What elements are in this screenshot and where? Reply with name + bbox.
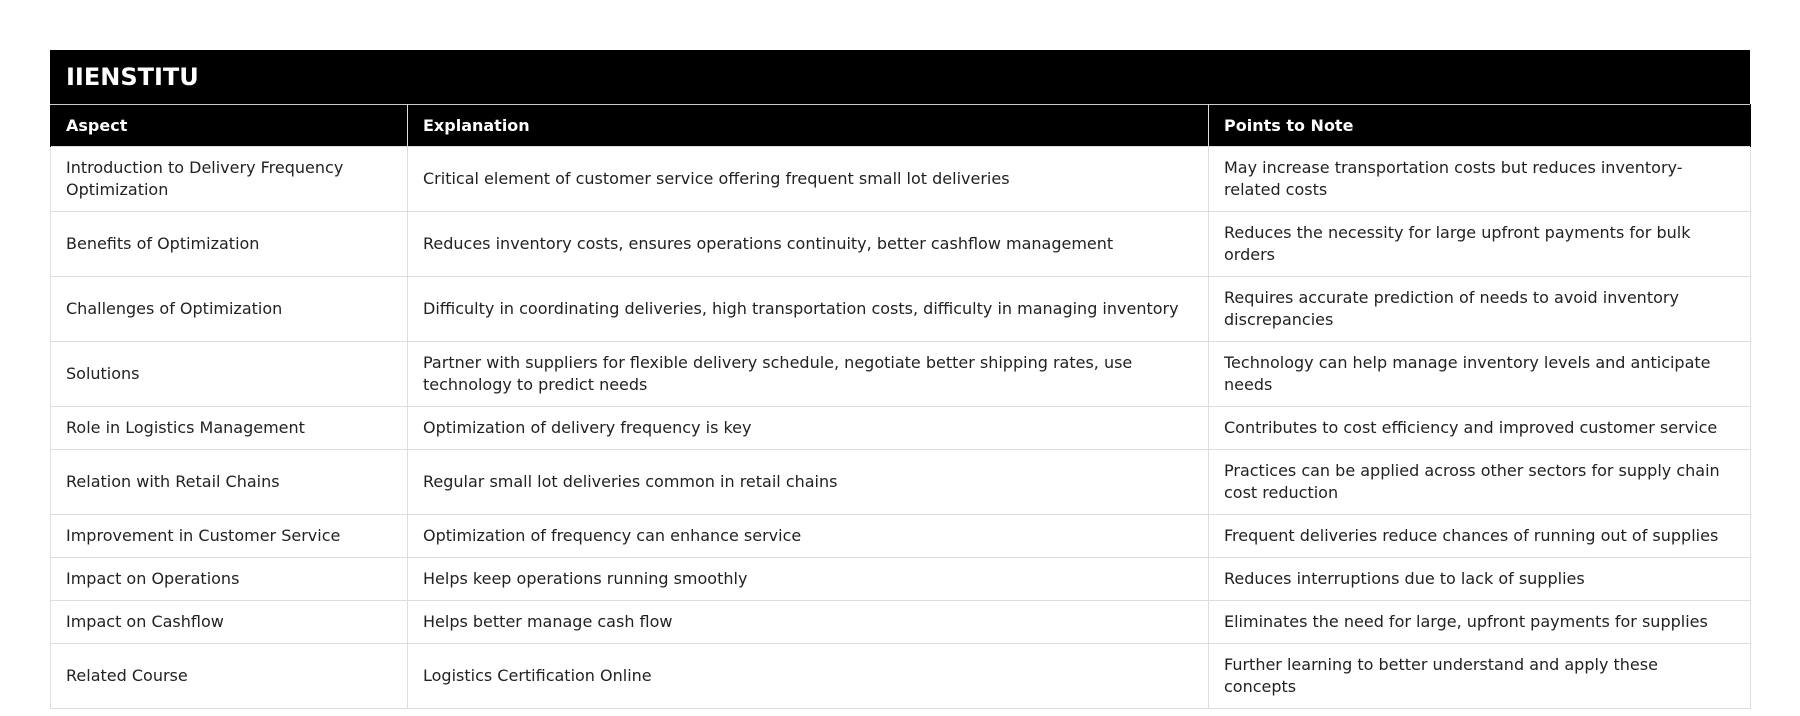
cell-points-to-note: Eliminates the need for large, upfront payments for supplies <box>1209 601 1751 644</box>
cell-points-to-note: Requires accurate prediction of needs to avoid inventory discrepancies <box>1209 277 1751 342</box>
table-row <box>51 407 1751 450</box>
table-row <box>51 558 1751 601</box>
table-row <box>51 147 1751 212</box>
cell-aspect: Related Course <box>51 644 408 709</box>
cell-explanation: Logistics Certification Online <box>408 644 1209 709</box>
cell-points-to-note: Technology can help manage inventory levels and anticipate needs <box>1209 342 1751 407</box>
cell-explanation: Optimization of frequency can enhance service <box>408 515 1209 558</box>
cell-points-to-note: May increase transportation costs but reduces inventory-related costs <box>1209 147 1751 212</box>
table-row <box>51 212 1751 277</box>
cell-points-to-note: Frequent deliveries reduce chances of running out of supplies <box>1209 515 1751 558</box>
data-table <box>50 104 1751 709</box>
cell-aspect: Benefits of Optimization <box>51 212 408 277</box>
cell-aspect: Improvement in Customer Service <box>51 515 408 558</box>
header-explanation: Explanation <box>408 105 1209 147</box>
cell-aspect: Impact on Cashflow <box>51 601 408 644</box>
cell-explanation: Helps keep operations running smoothly <box>408 558 1209 601</box>
cell-explanation: Reduces inventory costs, ensures operations continuity, better cashflow management <box>408 212 1209 277</box>
table-row <box>51 601 1751 644</box>
cell-points-to-note: Reduces interruptions due to lack of supplies <box>1209 558 1751 601</box>
cell-points-to-note: Reduces the necessity for large upfront payments for bulk orders <box>1209 212 1751 277</box>
cell-explanation: Critical element of customer service offering frequent small lot deliveries <box>408 147 1209 212</box>
header-aspect: Aspect <box>51 105 408 147</box>
cell-aspect: Impact on Operations <box>51 558 408 601</box>
table-row <box>51 644 1751 709</box>
cell-points-to-note: Further learning to better understand and apply these concepts <box>1209 644 1751 709</box>
header-points-to-note: Points to Note <box>1209 105 1751 147</box>
cell-points-to-note: Practices can be applied across other sectors for supply chain cost reduction <box>1209 450 1751 515</box>
cell-aspect: Relation with Retail Chains <box>51 450 408 515</box>
cell-explanation: Difficulty in coordinating deliveries, high transportation costs, difficulty in managing inventory <box>408 277 1209 342</box>
cell-points-to-note: Contributes to cost efficiency and improved customer service <box>1209 407 1751 450</box>
content-table-container <box>50 50 1750 709</box>
cell-explanation: Partner with suppliers for flexible delivery schedule, negotiate better shipping rates, use technology to predict needs <box>408 342 1209 407</box>
cell-aspect: Role in Logistics Management <box>51 407 408 450</box>
cell-explanation: Regular small lot deliveries common in retail chains <box>408 450 1209 515</box>
table-row <box>51 450 1751 515</box>
cell-aspect: Challenges of Optimization <box>51 277 408 342</box>
cell-aspect: Solutions <box>51 342 408 407</box>
table-row <box>51 277 1751 342</box>
table-row <box>51 342 1751 407</box>
cell-aspect: Introduction to Delivery Frequency Optimization <box>51 147 408 212</box>
cell-explanation: Helps better manage cash flow <box>408 601 1209 644</box>
table-title: IIENSTITU <box>50 50 1750 104</box>
table-header-row <box>51 105 1751 147</box>
cell-explanation: Optimization of delivery frequency is key <box>408 407 1209 450</box>
table-row <box>51 515 1751 558</box>
